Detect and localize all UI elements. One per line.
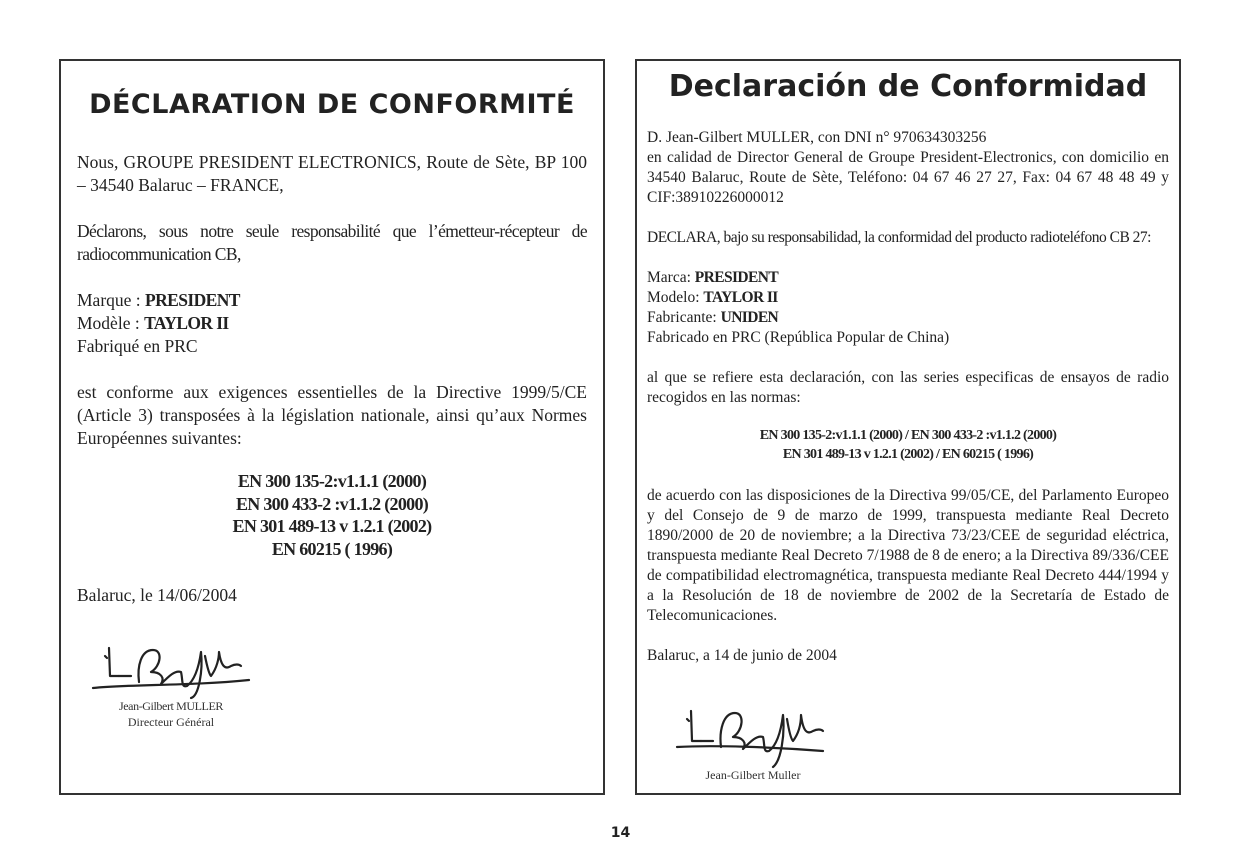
spanish-brand-value: PRESIDENT — [694, 269, 779, 286]
french-model-label: Modèle : — [77, 313, 145, 333]
spanish-norm: EN 300 135-2:v1.1.1 (2000) / EN 300 433-2 :v1.1.2 (2000) — [759, 428, 1057, 443]
spanish-model-line — [647, 288, 1169, 308]
french-norms-list — [77, 470, 587, 560]
spanish-norms-list — [647, 426, 1169, 464]
french-model-line — [77, 312, 587, 335]
spanish-legal: de acuerdo con las disposiciones de la Directiva 99/05/CE, del Parlamento Europeo y del Consejo de 9 de marzo de 1999, transpuesta mediante Real Decreto 1890/2000 de 20 de noviembre; a la Directiva 73/23/CEE de seguridad eléctrica, transpuesta mediante Real Decreto 7/1988 de 8 de enero; a la Directiva 89/336/CEE de compatibilidad electromagnética, transpuesta mediante Real Decreto 444/1994 y a la Resolución de 18 de noviembre de 2002 de la Secretaría de Estado de Telecomunicaciones. — [647, 487, 1169, 624]
spanish-body — [647, 128, 1169, 666]
signature-image — [673, 701, 833, 771]
french-model-value: TAYLOR II — [144, 313, 229, 333]
french-declaration-panel — [59, 59, 605, 795]
spanish-brand-line — [647, 268, 1169, 288]
spanish-maker-value: UNIDEN — [720, 309, 779, 326]
spanish-signatory-name: Jean-Gilbert Muller — [705, 768, 801, 782]
french-signature-block — [91, 636, 251, 730]
french-brand-label: Marque : — [77, 290, 146, 310]
spanish-model-value: TAYLOR II — [703, 289, 778, 306]
french-made-in: Fabriqué en PRC — [77, 336, 198, 356]
french-norm: EN 300 433-2 :v1.1.2 (2000) — [235, 493, 429, 514]
french-place-date: Balaruc, le 14/06/2004 — [77, 585, 237, 605]
spanish-place-date: Balaruc, a 14 de junio de 2004 — [647, 647, 837, 664]
spanish-title: Declaración de Conformidad — [668, 69, 1148, 104]
spanish-declaration: DECLARA, bajo su responsabilidad, la conformidad del producto radioteléfono CB 27: — [647, 229, 1151, 246]
french-intro: Nous, GROUPE PRESIDENT ELECTRONICS, Route de Sète, BP 100 – 34540 Balaruc – FRANCE, — [77, 152, 587, 195]
spanish-model-label: Modelo: — [647, 289, 704, 306]
french-conformity: est conforme aux exigences essentielles de la Directive 1999/5/CE (Article 3) transposées à la législation nationale, ainsi qu’aux Normes Européennes suivantes: — [77, 382, 587, 448]
french-signatory-title: Directeur Général — [127, 715, 215, 729]
french-signatory-name: Jean-Gilbert MULLER — [118, 699, 224, 713]
french-declaration: Déclarons, sous notre seule responsabilité que l’émetteur-récepteur de radiocommunication CB, — [77, 221, 587, 264]
french-title: DÉCLARATION DE CONFORMITÉ — [89, 89, 575, 120]
spanish-reference: al que se refiere esta declaración, con las series especificas de ensayos de radio recogidos en las normas: — [647, 369, 1169, 406]
spanish-declaration-panel — [635, 59, 1181, 795]
spanish-maker-line — [647, 308, 1169, 328]
spanish-intro-line2: en calidad de Director General de Groupe President-Electronics, con domicilio en 34540 Balaruc, Route de Sète, Teléfono: 04 67 46 27 27, Fax: 04 67 48 48 49 y CIF:38910226000012 — [647, 149, 1169, 206]
french-norm: EN 60215 ( 1996) — [271, 538, 393, 559]
spanish-norm: EN 301 489-13 v 1.2.1 (2002) / EN 60215 ( 1996) — [782, 447, 1034, 462]
signature-image — [91, 636, 251, 706]
spanish-maker-label: Fabricante: — [647, 309, 721, 326]
french-brand-line — [77, 289, 587, 312]
spanish-brand-label: Marca: — [647, 269, 695, 286]
page-number: 14 — [610, 825, 631, 841]
french-body — [77, 151, 587, 607]
french-norm: EN 300 135-2:v1.1.1 (2000) — [237, 471, 427, 491]
spanish-made-in: Fabricado en PRC (República Popular de China) — [647, 329, 950, 346]
spanish-signature-block — [673, 701, 833, 783]
spanish-intro-line1: D. Jean-Gilbert MULLER, con DNI n° 970634303256 — [647, 129, 987, 146]
french-brand-value: PRESIDENT — [145, 290, 240, 310]
french-norm: EN 301 489-13 v 1.2.1 (2002) — [232, 516, 432, 536]
